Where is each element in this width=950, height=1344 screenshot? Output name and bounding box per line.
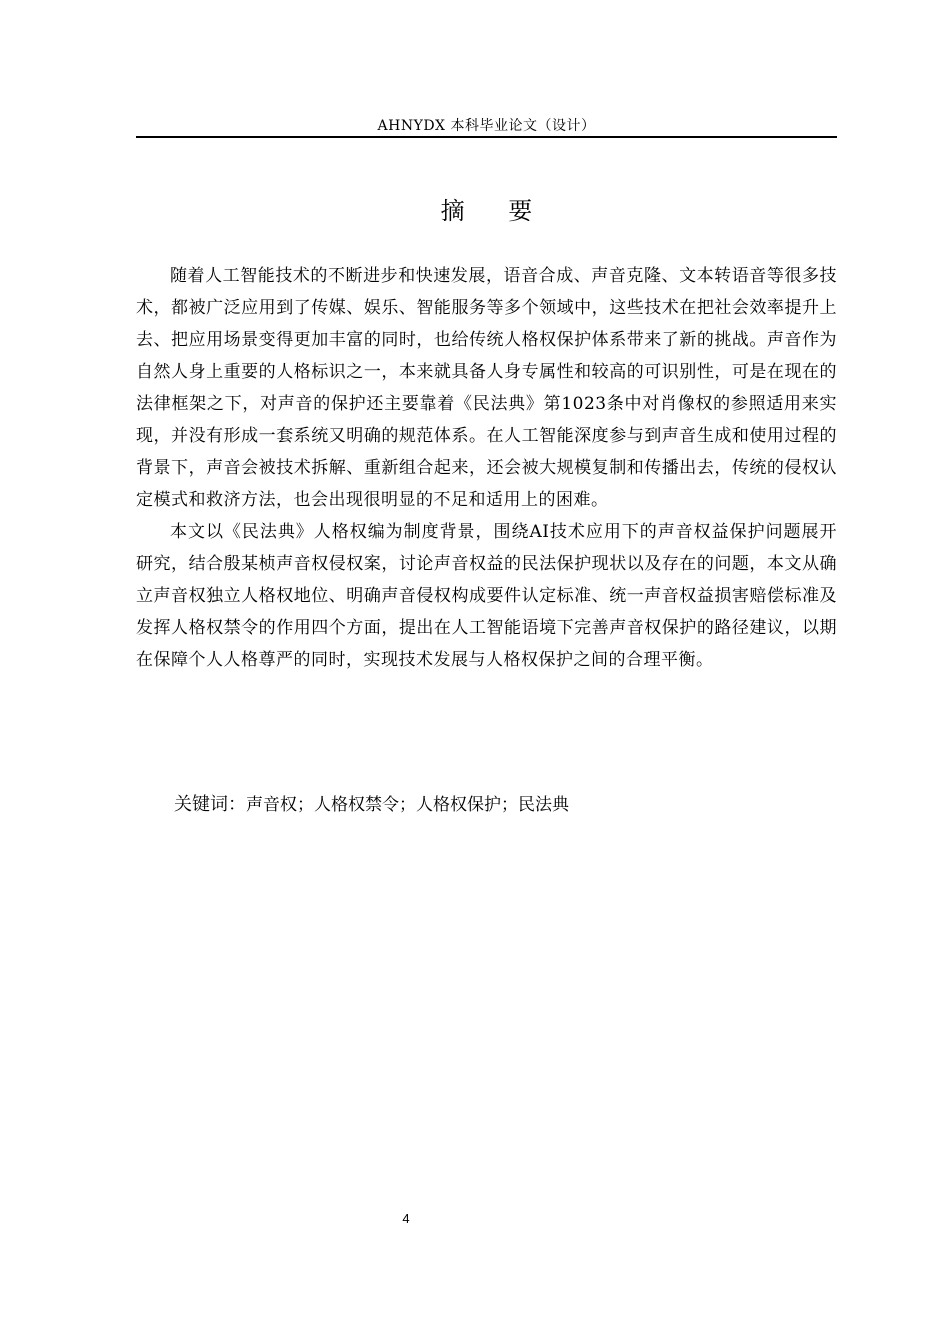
keywords-value: 声音权；人格权禁令；人格权保护；民法典	[246, 795, 569, 815]
page-number: 4	[402, 1211, 410, 1226]
keywords-label: 关键词：	[174, 794, 246, 815]
running-header: AHNYDX 本科毕业论文（设计）	[377, 118, 596, 134]
abstract-paragraph-1: 随着人工智能技术的不断进步和快速发展，语音合成、声音克隆、文本转语音等很多技术，都被广泛应用到了传媒、娱乐、智能服务等多个领域中，这些技术在把社会效率提升上去、把应用场景变得更加丰富的同时，也给传统人格权保护体系带来了新的挑战。声音作为自然人身上重要的人格标识之一，本来就具备人身专属性和较高的可识别性，可是在现在的法律框架之下，对声音的保护还主要靠着《民法典》第1023条中对肖像权的参照适用来实现，并没有形成一套系统又明确的规范体系。在人工智能深度参与到声音生成和使用过程的背景下，声音会被技术拆解、重新组合起来，还会被大规模复制和传播出去，传统的侵权认定模式和救济方法，也会出现很明显的不足和适用上的困难。	[136, 266, 837, 510]
header-rule	[136, 136, 837, 138]
abstract-body	[136, 260, 837, 676]
abstract-title: 摘 要	[440, 197, 551, 225]
keywords-line	[174, 789, 569, 821]
abstract-paragraph-2: 本文以《民法典》人格权编为制度背景，围绕AI技术应用下的声音权益保护问题展开研究，结合殷某桢声音权侵权案，讨论声音权益的民法保护现状以及存在的问题，本文从确立声音权独立人格权地位、明确声音侵权构成要件认定标准、统一声音权益损害赔偿标准及发挥人格权禁令的作用四个方面，提出在人工智能语境下完善声音权保护的路径建议，以期在保障个人人格尊严的同时，实现技术发展与人格权保护之间的合理平衡。	[136, 522, 837, 670]
